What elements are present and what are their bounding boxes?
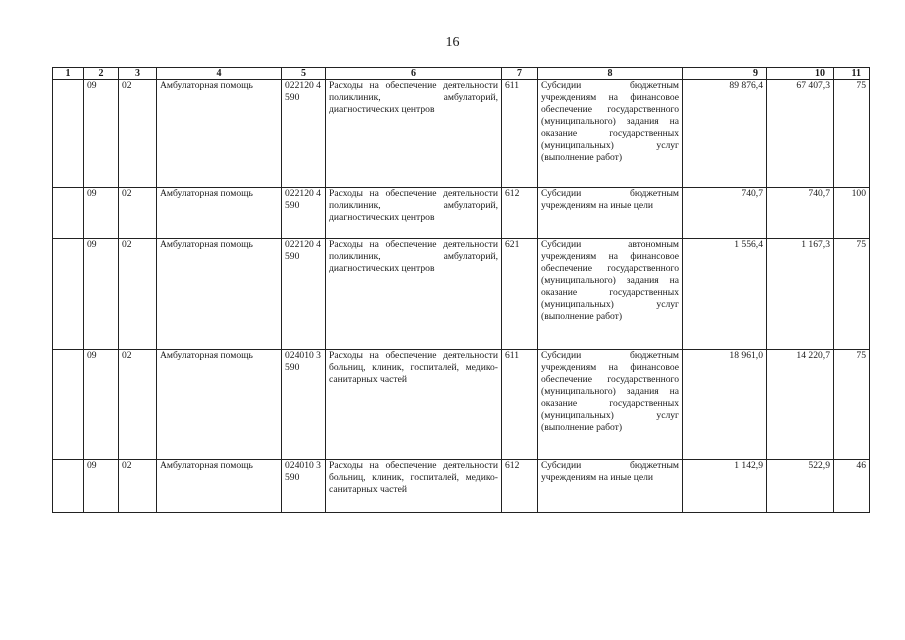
cell-col1	[53, 350, 84, 460]
cell-subsection: 02	[119, 188, 157, 239]
cell-percent: 75	[834, 80, 870, 188]
cell-subsection: 02	[119, 460, 157, 513]
cell-section: 09	[84, 188, 119, 239]
cell-type-name: Субсидии бюджетным учреждениям на финансовое обеспечение государственного (муниципального) задания на оказание государственных (муниципальных) услуг (выполнение работ)	[538, 80, 683, 188]
cell-actual: 740,7	[767, 188, 834, 239]
cell-name: Амбулаторная помощь	[157, 188, 282, 239]
cell-subsection: 02	[119, 239, 157, 350]
header-col-10: 10	[767, 68, 834, 80]
cell-section: 09	[84, 350, 119, 460]
budget-table	[52, 67, 870, 513]
cell-actual: 522,9	[767, 460, 834, 513]
cell-type-name: Субсидии бюджетным учреждениям на финансовое обеспечение государственного (муниципального) задания на оказание государственных (муниципальных) услуг (выполнение работ)	[538, 350, 683, 460]
cell-code: 022120 4590	[282, 239, 326, 350]
cell-col1	[53, 80, 84, 188]
cell-type-name: Субсидии бюджетным учреждениям на иные цели	[538, 460, 683, 513]
cell-name: Амбулаторная помощь	[157, 460, 282, 513]
header-col-5: 5	[282, 68, 326, 80]
cell-name: Амбулаторная помощь	[157, 239, 282, 350]
cell-code: 024010 3590	[282, 460, 326, 513]
cell-code: 022120 4590	[282, 80, 326, 188]
cell-code: 022120 4590	[282, 188, 326, 239]
cell-planned: 1 556,4	[683, 239, 767, 350]
cell-actual: 14 220,7	[767, 350, 834, 460]
table-row	[53, 188, 870, 239]
cell-percent: 46	[834, 460, 870, 513]
header-col-4: 4	[157, 68, 282, 80]
table-row	[53, 350, 870, 460]
header-col-11: 11	[834, 68, 870, 80]
cell-col1	[53, 188, 84, 239]
cell-col1	[53, 460, 84, 513]
cell-purpose: Расходы на обеспечение деятельности больниц, клиник, госпиталей, медико-санитарных частей	[326, 460, 502, 513]
table-row	[53, 239, 870, 350]
header-col-7: 7	[502, 68, 538, 80]
cell-planned: 89 876,4	[683, 80, 767, 188]
cell-actual: 1 167,3	[767, 239, 834, 350]
header-col-8: 8	[538, 68, 683, 80]
cell-percent: 100	[834, 188, 870, 239]
table-row	[53, 80, 870, 188]
cell-col1	[53, 239, 84, 350]
cell-planned: 740,7	[683, 188, 767, 239]
cell-purpose: Расходы на обеспечение деятельности поликлиник, амбулаторий, диагностических центров	[326, 239, 502, 350]
cell-planned: 18 961,0	[683, 350, 767, 460]
cell-purpose: Расходы на обеспечение деятельности поликлиник, амбулаторий, диагностических центров	[326, 188, 502, 239]
header-col-1: 1	[53, 68, 84, 80]
cell-code: 024010 3590	[282, 350, 326, 460]
cell-section: 09	[84, 460, 119, 513]
cell-subsection: 02	[119, 350, 157, 460]
cell-type-name: Субсидии бюджетным учреждениям на иные цели	[538, 188, 683, 239]
cell-purpose: Расходы на обеспечение деятельности поликлиник, амбулаторий, диагностических центров	[326, 80, 502, 188]
header-col-6: 6	[326, 68, 502, 80]
cell-name: Амбулаторная помощь	[157, 80, 282, 188]
cell-subsection: 02	[119, 80, 157, 188]
header-col-3: 3	[119, 68, 157, 80]
header-row	[53, 68, 870, 80]
cell-planned: 1 142,9	[683, 460, 767, 513]
cell-percent: 75	[834, 239, 870, 350]
cell-purpose: Расходы на обеспечение деятельности больниц, клиник, госпиталей, медико-санитарных частей	[326, 350, 502, 460]
cell-type-code: 611	[502, 80, 538, 188]
cell-type-code: 611	[502, 350, 538, 460]
cell-percent: 75	[834, 350, 870, 460]
cell-actual: 67 407,3	[767, 80, 834, 188]
cell-section: 09	[84, 80, 119, 188]
cell-type-code: 621	[502, 239, 538, 350]
page-number: 16	[445, 35, 460, 50]
cell-name: Амбулаторная помощь	[157, 350, 282, 460]
cell-section: 09	[84, 239, 119, 350]
cell-type-name: Субсидии автономным учреждениям на финансовое обеспечение государственного (муниципального) задания на оказание государственных (муниципальных) услуг (выполнение работ)	[538, 239, 683, 350]
header-col-9: 9	[683, 68, 767, 80]
cell-type-code: 612	[502, 460, 538, 513]
cell-type-code: 612	[502, 188, 538, 239]
header-col-2: 2	[84, 68, 119, 80]
table-row	[53, 460, 870, 513]
